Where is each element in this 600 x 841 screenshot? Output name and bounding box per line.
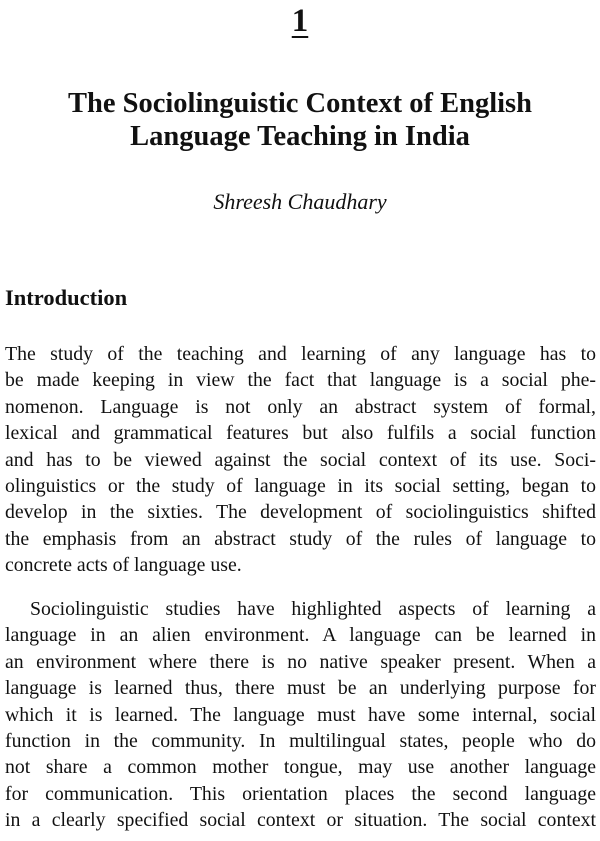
text-line: develop in the sixties. The development of sociolinguistics shifted (5, 501, 596, 524)
section-heading: Introduction (5, 285, 128, 310)
text-line: The study of the teaching and learning of any language has to (5, 343, 596, 365)
paragraph (5, 341, 596, 579)
chapter-number: 1 (291, 3, 309, 39)
text-line: Sociolinguistic studies have highlighted aspects of learning a (30, 598, 596, 620)
text-line: and has to be viewed against the social context of its use. Soci- (5, 448, 596, 471)
text-line: language in an alien environment. A language can be learned in (5, 624, 596, 647)
text-line: olinguistics or the study of language in its social setting, began to (5, 475, 596, 498)
paragraph (5, 596, 596, 834)
text-line: the emphasis from an abstract study of the rules of language to (5, 527, 596, 550)
chapter-title-line-1: The Sociolinguistic Context of English (68, 88, 532, 119)
text-line: language is learned thus, there must be an underlying purpose for (5, 677, 596, 700)
text-line: an environment where there is no native speaker present. When a (5, 650, 596, 673)
text-line: which it is learned. The language must have some internal, social (5, 703, 596, 726)
text-line: lexical and grammatical features but also fulfils a social function (5, 422, 596, 445)
text-line: not share a common mother tongue, may use another language (5, 756, 596, 779)
chapter-title-line-2: Language Teaching in India (130, 121, 470, 152)
text-line: for communication. This orientation places the second language (5, 782, 596, 805)
author-name: Shreesh Chaudhary (213, 189, 387, 214)
text-line: be made keeping in view the fact that language is a social phe- (5, 369, 596, 392)
text-line: in a clearly specified social context or situation. The social context (5, 809, 596, 832)
chapter-title (20, 87, 580, 153)
text-line: function in the community. In multilingual states, people who do (5, 730, 596, 753)
text-line: nomenon. Language is not only an abstract system of formal, (5, 395, 596, 418)
text-line: concrete acts of language use. (5, 554, 242, 577)
